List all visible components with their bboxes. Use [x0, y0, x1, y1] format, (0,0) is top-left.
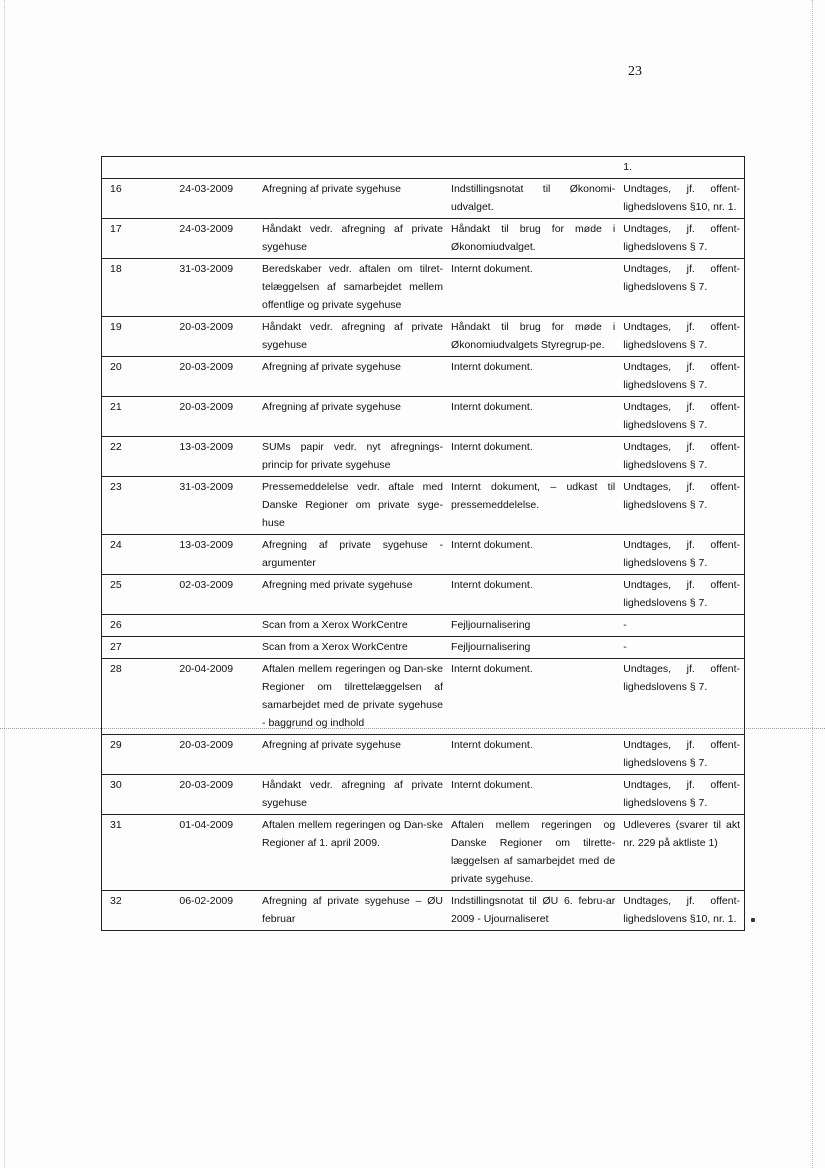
page-number: 23: [628, 64, 642, 79]
document-description: Internt dokument.: [447, 575, 619, 615]
document-description: Internt dokument.: [447, 397, 619, 437]
document-number: 24: [102, 535, 158, 575]
document-number: 27: [102, 637, 158, 659]
document-date: 31-03-2009: [157, 477, 258, 535]
document-description: Indstillingsnotat til Økonomi-udvalget.: [447, 179, 619, 219]
access-status: Undtages, jf. offent-lighedslovens § 7.: [619, 437, 744, 477]
document-number: 32: [102, 891, 158, 931]
document-title: [258, 157, 447, 179]
table-row: [102, 575, 745, 615]
document-description: Håndakt til brug for møde i Økonomiudvalgets Styregrup-pe.: [447, 317, 619, 357]
access-status: -: [619, 637, 744, 659]
table-row: [102, 891, 745, 931]
access-status: Undtages, jf. offent-lighedslovens § 7.: [619, 357, 744, 397]
access-status: Undtages, jf. offent-lighedslovens § 7.: [619, 477, 744, 535]
table-row: [102, 637, 745, 659]
document-title: Afregning af private sygehuse: [258, 357, 447, 397]
document-date: [157, 637, 258, 659]
access-status: Undtages, jf. offent-lighedslovens § 7.: [619, 775, 744, 815]
document-title: Afregning af private sygehuse: [258, 397, 447, 437]
document-number: 25: [102, 575, 158, 615]
document-date: 20-04-2009: [157, 659, 258, 735]
document-description: Fejljournalisering: [447, 615, 619, 637]
document-number: 18: [102, 259, 158, 317]
access-status: -: [619, 615, 744, 637]
document-description: Indstillingsnotat til ØU 6. febru-ar 2009 - Ujournaliseret: [447, 891, 619, 931]
table-row: [102, 219, 745, 259]
access-status: Undtages, jf. offent-lighedslovens § 7.: [619, 397, 744, 437]
access-status: Undtages, jf. offent-lighedslovens § 7.: [619, 317, 744, 357]
document-date: 13-03-2009: [157, 535, 258, 575]
document-date: 20-03-2009: [157, 397, 258, 437]
document-date: 20-03-2009: [157, 357, 258, 397]
document-date: 20-03-2009: [157, 735, 258, 775]
table-row: [102, 659, 745, 735]
document-title: Afregning af private sygehuse – ØU februar: [258, 891, 447, 931]
table-row: [102, 815, 745, 891]
table-row: [102, 397, 745, 437]
table-row: [102, 259, 745, 317]
access-status: Undtages, jf. offent-lighedslovens § 7.: [619, 735, 744, 775]
access-status: 1.: [619, 157, 744, 179]
document-date: 20-03-2009: [157, 317, 258, 357]
scan-edge-right: [812, 0, 814, 1168]
access-status: Undtages, jf. offent-lighedslovens §10, nr. 1.: [619, 891, 744, 931]
access-status: Undtages, jf. offent-lighedslovens § 7.: [619, 219, 744, 259]
document-date: 02-03-2009: [157, 575, 258, 615]
table-row: [102, 157, 745, 179]
document-title: Aftalen mellem regeringen og Dan-ske Regioner om tilrettelæggelsen af samarbejdet med de private sygehuse - baggrund og indhold: [258, 659, 447, 735]
table-row: [102, 775, 745, 815]
table-row: [102, 317, 745, 357]
document-title: Afregning med private sygehuse: [258, 575, 447, 615]
document-description: Håndakt til brug for møde i Økonomiudvalget.: [447, 219, 619, 259]
access-status: Undtages, jf. offent-lighedslovens § 7.: [619, 575, 744, 615]
document-title: Håndakt vedr. afregning af private sygehuse: [258, 219, 447, 259]
document-number: 23: [102, 477, 158, 535]
document-description: Internt dokument.: [447, 437, 619, 477]
document-date: 01-04-2009: [157, 815, 258, 891]
table-row: [102, 735, 745, 775]
document-number: 17: [102, 219, 158, 259]
document-description: Internt dokument, – udkast til pressemeddelelse.: [447, 477, 619, 535]
document-number: 16: [102, 179, 158, 219]
document-title: Afregning af private sygehuse: [258, 735, 447, 775]
scan-edge-left: [4, 0, 6, 1168]
document-description: Aftalen mellem regeringen og Danske Regioner om tilrette-læggelsen af samarbejdet med de private sygehuse.: [447, 815, 619, 891]
table-row: [102, 179, 745, 219]
document-title: Afregning af private sygehuse: [258, 179, 447, 219]
document-list-table: [101, 156, 745, 931]
table-row: [102, 357, 745, 397]
table-row: [102, 437, 745, 477]
document-number: 26: [102, 615, 158, 637]
document-description: Internt dokument.: [447, 659, 619, 735]
document-title: Scan from a Xerox WorkCentre: [258, 637, 447, 659]
document-title: Håndakt vedr. afregning af private sygehuse: [258, 317, 447, 357]
document-date: 24-03-2009: [157, 179, 258, 219]
document-description: Internt dokument.: [447, 357, 619, 397]
access-status: Undtages, jf. offent-lighedslovens § 7.: [619, 659, 744, 735]
document-description: [447, 157, 619, 179]
document-number: 21: [102, 397, 158, 437]
document-title: Afregning af private sygehuse - argumenter: [258, 535, 447, 575]
table-row: [102, 615, 745, 637]
document-date: 20-03-2009: [157, 775, 258, 815]
scan-speck: [751, 918, 755, 922]
document-date: [157, 157, 258, 179]
document-date: 24-03-2009: [157, 219, 258, 259]
document-number: 29: [102, 735, 158, 775]
document-number: [102, 157, 158, 179]
document-title: Aftalen mellem regeringen og Dan-ske Regioner af 1. april 2009.: [258, 815, 447, 891]
document-number: 28: [102, 659, 158, 735]
table-row: [102, 535, 745, 575]
table-row: [102, 477, 745, 535]
access-status: Undtages, jf. offent-lighedslovens §10, nr. 1.: [619, 179, 744, 219]
document-title: Beredskaber vedr. aftalen om tilret-telæggelsen af samarbejdet mellem offentlige og private sygehuse: [258, 259, 447, 317]
document-number: 31: [102, 815, 158, 891]
access-status: Undtages, jf. offent-lighedslovens § 7.: [619, 259, 744, 317]
document-description: Fejljournalisering: [447, 637, 619, 659]
document-number: 22: [102, 437, 158, 477]
document-description: Internt dokument.: [447, 259, 619, 317]
document-description: Internt dokument.: [447, 735, 619, 775]
document-title: Håndakt vedr. afregning af private sygehuse: [258, 775, 447, 815]
document-description: Internt dokument.: [447, 775, 619, 815]
document-title: Scan from a Xerox WorkCentre: [258, 615, 447, 637]
document-number: 20: [102, 357, 158, 397]
access-status: Udleveres (svarer til akt nr. 229 på aktliste 1): [619, 815, 744, 891]
document-number: 19: [102, 317, 158, 357]
document-list-body: [102, 157, 745, 931]
document-title: Pressemeddelelse vedr. aftale med Danske Regioner om private syge-huse: [258, 477, 447, 535]
access-status: Undtages, jf. offent-lighedslovens § 7.: [619, 535, 744, 575]
document-description: Internt dokument.: [447, 535, 619, 575]
document-date: [157, 615, 258, 637]
document-date: 06-02-2009: [157, 891, 258, 931]
document-date: 13-03-2009: [157, 437, 258, 477]
document-title: SUMs papir vedr. nyt afregnings-princip for private sygehuse: [258, 437, 447, 477]
document-number: 30: [102, 775, 158, 815]
document-date: 31-03-2009: [157, 259, 258, 317]
